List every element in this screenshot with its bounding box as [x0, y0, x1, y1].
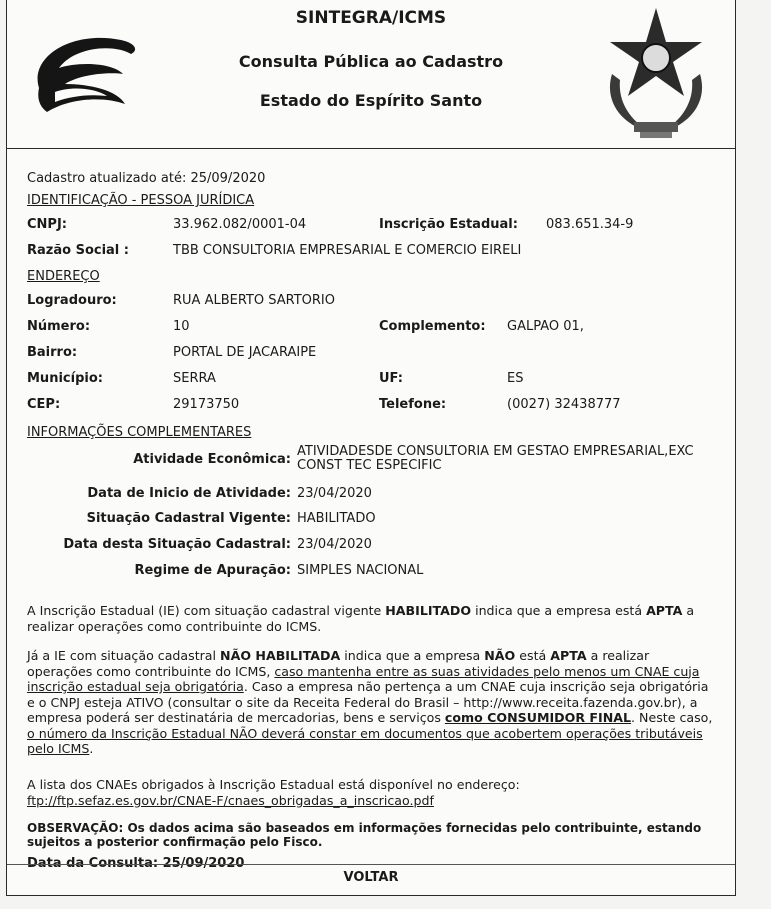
cep-value: 29173750: [173, 397, 240, 412]
regime-label: Regime de Apuração:: [134, 563, 291, 578]
p1-text-1: A Inscrição Estadual (IE) com situação cadastral vigente: [27, 603, 386, 618]
p1-text-3: a realizar operações como contribuinte do ICMS.: [27, 603, 695, 634]
numero-value: 10: [173, 319, 190, 334]
complemento-label: Complemento:: [379, 319, 486, 334]
data-consulta: Data da Consulta: 25/09/2020: [27, 856, 245, 871]
p2-underline-ie: o número da Inscrição Estadual NÃO deverá constar em documentos que acobertem operações tributáveis pelo ICMS: [27, 725, 703, 756]
p2-text-3: está: [515, 648, 551, 663]
atividade-value-line2: CONST TEC ESPECIFIC: [297, 458, 442, 473]
paragraph-lista-cnaes: [27, 777, 717, 808]
atividade-value: [297, 445, 694, 473]
header-title: SINTEGRA/ICMS: [295, 8, 447, 28]
p1-bold-apta: APTA: [646, 603, 683, 618]
p2-consumidor-final: como CONSUMIDOR FINAL: [444, 710, 632, 725]
atividade-value-line1: ATIVIDADESDE CONSULTORIA EM GESTAO EMPRESARIAL,EXC: [297, 444, 694, 459]
uf-label: UF:: [379, 371, 403, 386]
ie-value: 083.651.34-9: [546, 217, 634, 232]
p2-underline-cnae: caso mantenha entre as suas atividades pelo menos um CNAE cuja inscrição estadual seja obrigatória: [27, 663, 700, 694]
paragraph-habilitado: [27, 603, 717, 634]
p2-text-6: . Neste caso,: [631, 710, 713, 725]
header-subtitle: Consulta Pública ao Cadastro: [238, 52, 504, 71]
p2-text-4: a realizar operações como contribuinte do ICMS,: [27, 648, 650, 679]
section-identificacao: IDENTIFICAÇÃO - PESSOA JURÍDICA: [27, 193, 255, 208]
p2-bold-nao-habilitada: NÃO HABILITADA: [220, 648, 341, 663]
p1-text-2: indica que a empresa está: [471, 603, 647, 618]
p2-bold-apta: APTA: [550, 648, 587, 663]
data-situacao-value: 23/04/2020: [297, 537, 372, 552]
header-state: Estado do Espírito Santo: [259, 91, 483, 110]
atividade-label: Atividade Econômica:: [133, 452, 291, 467]
razao-value: TBB CONSULTORIA EMPRESARIAL E COMERCIO EIRELI: [173, 243, 522, 258]
voltar-button[interactable]: VOLTAR: [343, 870, 399, 885]
p1-bold-habilitado: HABILITADO: [385, 603, 472, 618]
paragraph-nao-habilitada: [27, 648, 717, 757]
cadastro-atualizado: Cadastro atualizado até: 25/09/2020: [27, 171, 266, 186]
document-sheet: [6, 0, 736, 896]
p3-text: A lista dos CNAEs obrigados à Inscrição Estadual está disponível no endereço:: [27, 777, 520, 792]
situacao-label: Situação Cadastral Vigente:: [86, 511, 291, 526]
uf-value: ES: [507, 371, 524, 386]
bairro-value: PORTAL DE JACARAIPE: [173, 345, 317, 360]
data-inicio-label: Data de Inicio de Atividade:: [87, 486, 291, 501]
razao-label: Razão Social :: [27, 243, 129, 258]
cnpj-label: CNPJ:: [27, 217, 67, 232]
data-situacao-label: Data desta Situação Cadastral:: [63, 537, 291, 552]
page-header: [7, 0, 735, 149]
p2-text-5: . Caso a empresa não pertença a um CNAE cuja inscrição seja obrigatória e o CNPJ esteja ATIVO (consultar o site da Receita Federal do Brasil – http://www.receita.fazenda.gov.br), a empresa poderá ser destinatária de mercadorias, bens e serviços: [27, 679, 709, 725]
situacao-value: HABILITADO: [297, 511, 376, 526]
bottom-divider: [7, 864, 735, 865]
p2-text-7: .: [89, 741, 94, 756]
state-coat-of-arms-icon: [600, 4, 712, 142]
ie-label: Inscrição Estadual:: [379, 217, 518, 232]
p2-bold-nao: NÃO: [484, 648, 516, 663]
logradouro-value: RUA ALBERTO SARTORIO: [173, 293, 335, 308]
p2-text-2: indica que a empresa: [340, 648, 485, 663]
section-endereco: ENDEREÇO: [27, 269, 100, 284]
bairro-label: Bairro:: [27, 345, 78, 360]
logradouro-label: Logradouro:: [27, 293, 117, 308]
regime-value: SIMPLES NACIONAL: [297, 563, 424, 578]
municipio-value: SERRA: [173, 371, 216, 386]
telefone-value: (0027) 32438777: [507, 397, 621, 412]
cnpj-value: 33.962.082/0001-04: [173, 217, 307, 232]
observacao: OBSERVAÇÃO: Os dados acima são baseados em informações fornecidas pelo contribuinte, estando sujeitos a posterior confirmação pelo Fisco.: [27, 821, 702, 849]
data-inicio-value: 23/04/2020: [297, 486, 372, 501]
numero-label: Número:: [27, 319, 91, 334]
cnaes-link[interactable]: ftp://ftp.sefaz.es.gov.br/CNAE-F/cnaes_obrigadas_a_inscricao.pdf: [27, 792, 434, 808]
cep-label: CEP:: [27, 397, 61, 412]
municipio-label: Município:: [27, 371, 103, 386]
telefone-label: Telefone:: [379, 397, 447, 412]
complemento-value: GALPAO 01,: [507, 319, 584, 334]
section-complementares: INFORMAÇÕES COMPLEMENTARES: [27, 425, 252, 440]
p2-text-1: Já a IE com situação cadastral: [27, 648, 221, 663]
